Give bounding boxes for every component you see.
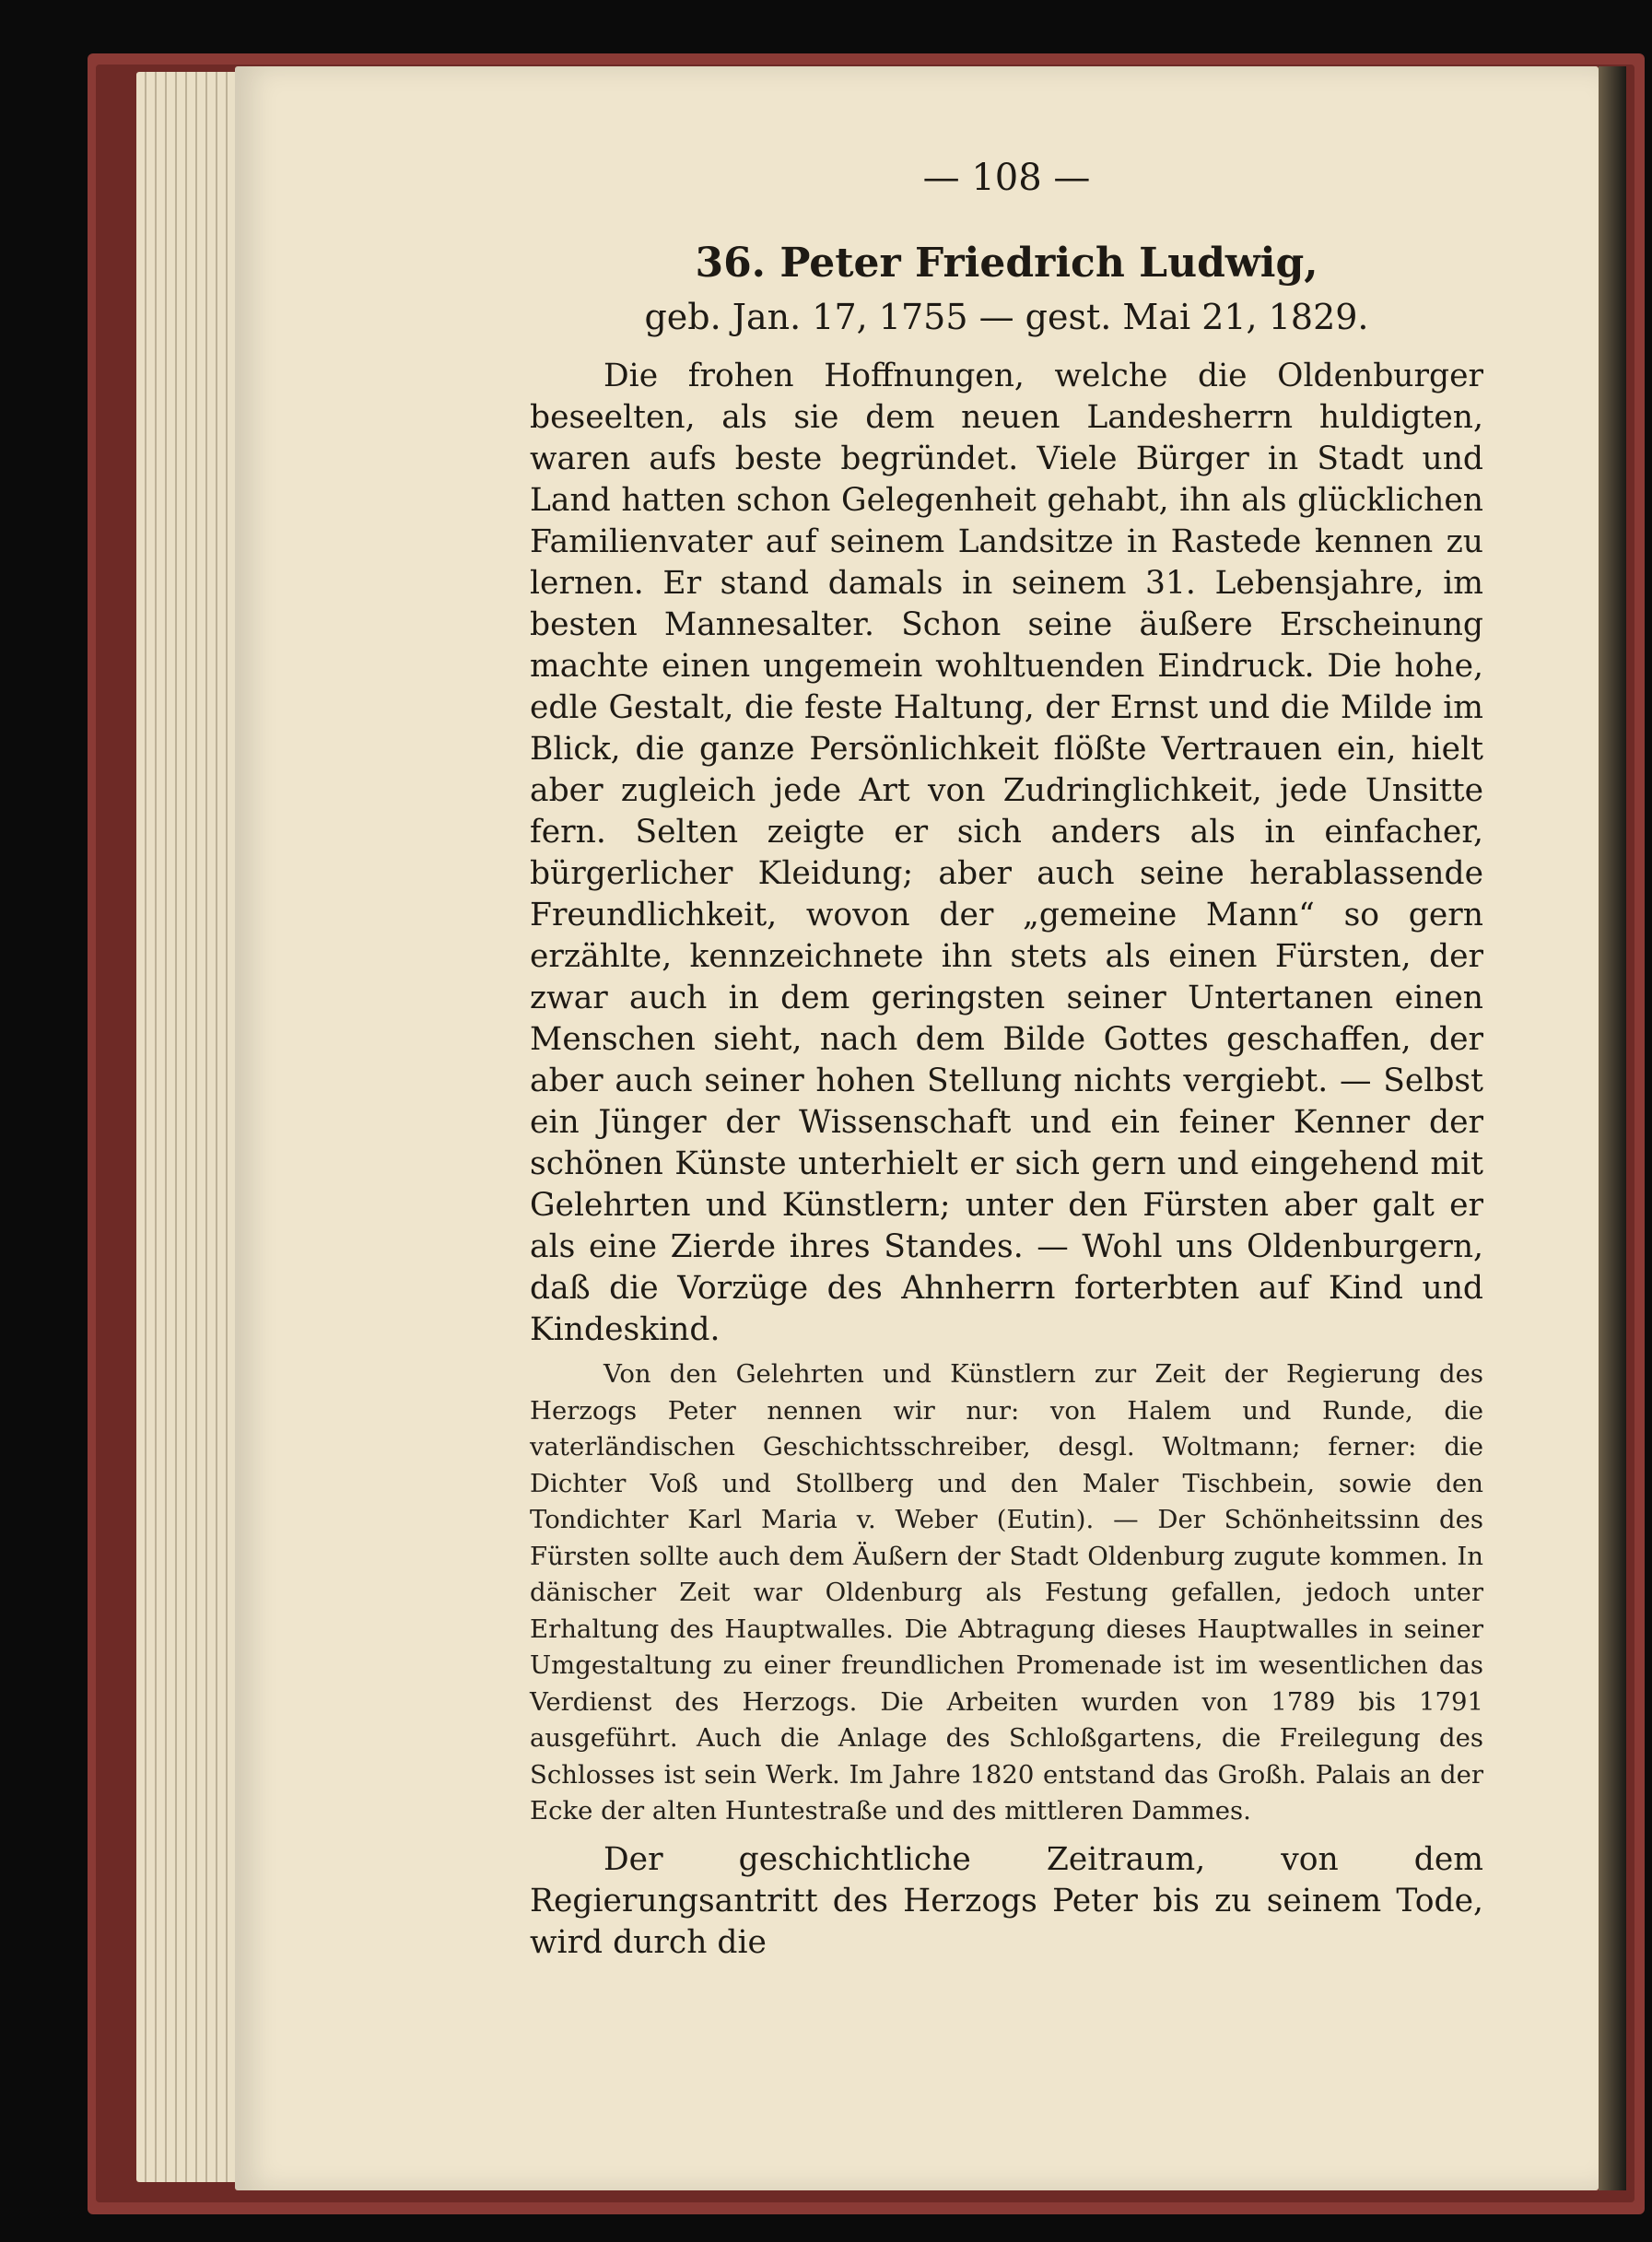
- closing-paragraph: Der geschichtliche Zeitraum, von dem Regierungsantritt des Herzogs Peter bis zu seinem Tode, wird durch die: [530, 1840, 1483, 1961]
- page-edges: [136, 72, 247, 2182]
- main-paragraph: Die frohen Hoffnungen, welche die Oldenburger beseelten, als sie dem neuen Landesherrn huldigten, waren aufs beste begründet. Viele Bürger in Stadt und Land hatten schon Gelegenheit gehabt, ihn als glücklichen Familienvater auf seinem Landsitze in Rastede kennen zu lernen. Er stand damals in seinem 31. Lebensjahre, im besten Mannesalter. Schon seine äußere Erscheinung machte einen ungemein wohltuenden Eindruck. Die hohe, edle Gestalt, die feste Haltung, der Ernst und die Milde im Blick, die ganze Persönlichkeit flößte Vertrauen ein, hielt aber zugleich jede Art von Zudringlichkeit, jede Unsitte fern. Selten zeigte er sich anders als in einfacher, bürgerlicher Kleidung; aber auch seine herablassende Freundlichkeit, wovon der „gemeine Mann“ so gern erzählte, kennzeichnete ihn stets als einen Fürsten, der zwar auch in dem geringsten seiner Untertanen einen Menschen sieht, nach dem Bilde Gottes geschaffen, der aber auch seiner hohen Stellung nichts vergiebt. — Selbst ein Jünger der Wissenschaft und ein feiner Kenner der schönen Künste unterhielt er sich gern und eingehend mit Gelehrten und Künstlern; unter den Fürsten aber galt er als eine Zierde ihres Standes. — Wohl uns Oldenburgern, daß die Vorzüge des Ahnherrn forterbten auf Kind und Kindeskind.: [530, 358, 1483, 1348]
- page-text: [530, 157, 1483, 1964]
- chapter-heading: 36. Peter Friedrich Ludwig,: [695, 240, 1318, 287]
- book-gutter: [1599, 66, 1626, 2190]
- life-dates: geb. Jan. 17, 1755 — gest. Mai 21, 1829.: [644, 297, 1369, 337]
- note-paragraph: Von den Gelehrten und Künstlern zur Zeit der Regierung des Herzogs Peter nennen wir nur: von Halem und Runde, die vaterländischen Geschichtsschreiber, desgl. Woltmann; ferner: die Dichter Voß und Stollberg und den Maler Tischbein, sowie den Tondichter Karl Maria v. Weber (Eutin). — Der Schönheitssinn des Fürsten sollte auch dem Äußern der Stadt Oldenburg zugute kommen. In dänischer Zeit war Oldenburg als Festung gefallen, jedoch unter Erhaltung des Hauptwalles. Die Abtragung dieses Hauptwalles in seiner Umgestaltung zu einer freundlichen Promenade ist im wesentlichen das Verdienst des Herzogs. Die Arbeiten wurden von 1789 bis 1791 ausgeführt. Auch die Anlage des Schloßgartens, die Freilegung des Schlosses ist sein Werk. Im Jahre 1820 entstand das Großh. Palais an der Ecke der alten Huntestraße und des mittleren Dammes.: [530, 1359, 1483, 1825]
- page-number: — 108 —: [922, 157, 1091, 199]
